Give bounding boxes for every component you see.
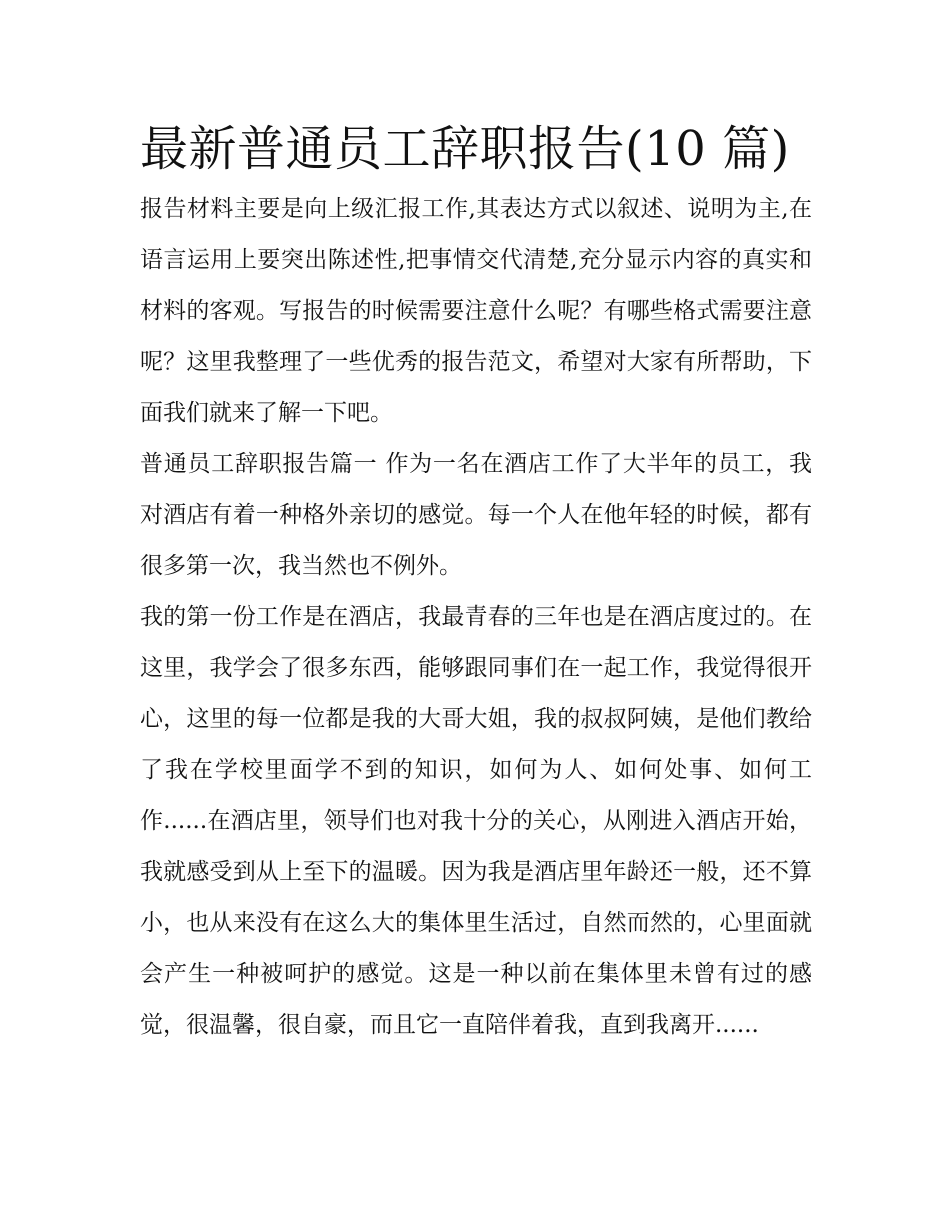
body-paragraph-2: 我的第一份工作是在酒店，我最青春的三年也是在酒店度过的。在这里，我学会了很多东西，能够跟同事们在一起工作，我觉得很开心，这里的每一位都是我的大哥大姐，我的叔叔阿姨，是他们教给了我在学校里面学不到的知识，如何为人、如何处事、如何工作......在酒店里，领导们也对我十分的关心，从刚进入酒店开始，我就感受到从上至下的温暖。因为我是酒店里年龄还一般，还不算小，也从来没有在这么大的集体里生活过，自然而然的，心里面就会产生一种被呵护的感觉。这是一种以前在集体里未曾有过的感觉，很温馨，很自豪，而且它一直陪伴着我，直到我离开...... bbox=[140, 604, 812, 1038]
intro-paragraph: 报告材料主要是向上级汇报工作,其表达方式以叙述、说明为主,在语言运用上要突出陈述性,把事情交代清楚,充分显示内容的真实和材料的客观。写报告的时候需要注意什么呢？有哪些格式需要注意呢？这里我整理了一些优秀的报告范文，希望对大家有所帮助，下面我们就来了解一下吧。 bbox=[140, 196, 812, 426]
document-body bbox=[140, 118, 812, 1051]
body-paragraph-1: 普通员工辞职报告篇一 作为一名在酒店工作了大半年的员工，我对酒店有着一种格外亲切的感觉。每一个人在他年轻的时候，都有很多第一次，我当然也不例外。 bbox=[140, 451, 812, 579]
document-title: 最新普通员工辞职报告(10 篇) bbox=[140, 121, 790, 177]
